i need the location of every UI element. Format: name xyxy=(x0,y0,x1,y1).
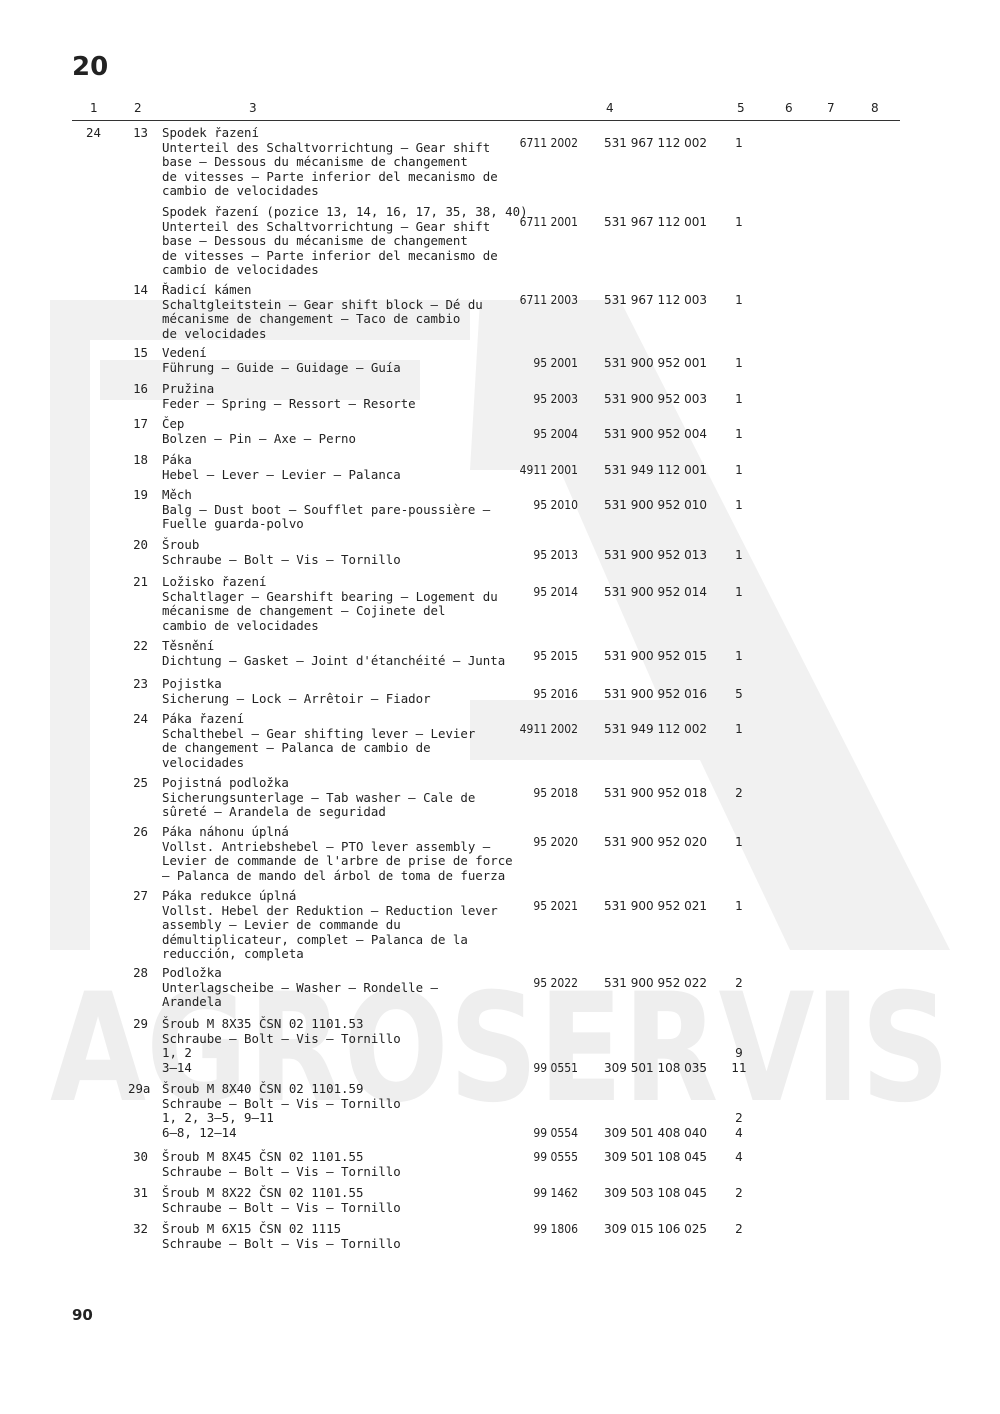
item-position: 29a xyxy=(128,1081,151,1096)
item-name-czech: Měch xyxy=(162,487,192,502)
item-quantity: 4 xyxy=(735,1150,743,1164)
item-description xyxy=(162,575,512,633)
item-part-number: 531 900 952 004 xyxy=(604,427,708,441)
item-code: 99 0554 xyxy=(533,1126,578,1140)
item-code: 95 2004 xyxy=(533,427,578,441)
item-description-line: base — Dessous du mécanisme de changement xyxy=(162,154,468,170)
page-number: 90 xyxy=(72,1306,93,1324)
item-part-number: 531 900 952 018 xyxy=(604,786,708,800)
item-part-number: 531 900 952 020 xyxy=(604,835,708,849)
item-code: 95 2015 xyxy=(533,649,578,663)
item-description xyxy=(162,966,512,1010)
group-number: 24 xyxy=(86,125,101,140)
item-quantity: 1 xyxy=(735,722,743,736)
item-description-line: Schaltgleitstein — Gear shift block — Dé du xyxy=(162,296,483,312)
item-description xyxy=(162,382,512,411)
item-description-line: Hebel — Lever — Levier — Palanca xyxy=(162,466,401,482)
item-description-line: Fuelle guarda-polvo xyxy=(162,516,304,532)
item-description xyxy=(162,889,512,962)
item-description-line: de vitesses — Parte inferior del mecanismo de xyxy=(162,247,498,263)
item-name-czech: Páka řazení xyxy=(162,711,245,726)
item-name-czech: Šroub xyxy=(162,537,200,552)
item-position: 15 xyxy=(133,345,148,360)
item-description-line: 1, 2 xyxy=(162,1045,192,1061)
item-part-number: 309 501 108 045 xyxy=(604,1150,708,1164)
item-position: 18 xyxy=(133,452,148,467)
item-description-line: démultiplicateur, complet — Palanca de la xyxy=(162,931,468,947)
item-name-czech: Šroub M 8X40 ČSN 02 1101.59 xyxy=(162,1081,364,1096)
item-code: 6711 2001 xyxy=(519,215,578,229)
item-description xyxy=(162,204,528,278)
item-code: 99 1806 xyxy=(533,1222,578,1236)
item-code: 95 2013 xyxy=(533,548,578,562)
item-description-line: Unterteil des Schaltvorrichtung — Gear shift xyxy=(162,218,491,234)
item-quantity: 1 xyxy=(735,649,743,663)
item-code: 95 2016 xyxy=(533,687,578,701)
item-description-line: Levier de commande de l'arbre de prise de force xyxy=(162,853,513,869)
item-description xyxy=(162,1222,512,1251)
item-description xyxy=(162,677,512,706)
item-description-line: Schraube — Bolt — Vis — Tornillo xyxy=(162,1095,401,1111)
item-description-line: Dichtung — Gasket — Joint d'étanchéité — Junta xyxy=(162,652,506,668)
header-rule xyxy=(72,120,900,121)
item-position: 21 xyxy=(133,574,148,589)
item-name-czech: Vedení xyxy=(162,345,207,360)
item-part-number: 531 900 952 021 xyxy=(604,899,708,913)
item-part-number: 531 900 952 015 xyxy=(604,649,708,663)
item-description-line: 6—8, 12—14 xyxy=(162,1124,237,1140)
column-header-7: 7 xyxy=(827,101,835,115)
item-name-czech: Pojistka xyxy=(162,676,222,691)
item-quantity: 1 xyxy=(735,899,743,913)
item-description xyxy=(162,417,512,446)
column-header-5: 5 xyxy=(737,101,745,115)
item-name-czech: Čep xyxy=(162,416,185,431)
item-quantity: 2 xyxy=(735,1186,743,1200)
item-position: 28 xyxy=(133,965,148,980)
item-position: 32 xyxy=(133,1221,148,1236)
item-part-number: 531 949 112 002 xyxy=(604,722,708,736)
item-code: 95 2018 xyxy=(533,786,578,800)
item-description-line: assembly — Levier de commande du xyxy=(162,917,401,933)
item-quantity: 1 xyxy=(735,463,743,477)
item-code: 95 2001 xyxy=(533,356,578,370)
item-part-number: 531 967 112 001 xyxy=(604,215,708,229)
item-description-line: Sicherung — Lock — Arrêtoir — Fiador xyxy=(162,690,431,706)
item-quantity: 2 xyxy=(735,786,743,800)
item-description-line: Vollst. Antriebshebel — PTO lever assembly — xyxy=(162,838,491,854)
item-description-line: Unterteil des Schaltvorrichtung — Gear shift xyxy=(162,139,491,155)
item-description-line: Bolzen — Pin — Axe — Perno xyxy=(162,430,356,446)
item-code: 95 2010 xyxy=(533,498,578,512)
item-position: 19 xyxy=(133,487,148,502)
item-code: 99 1462 xyxy=(533,1186,578,1200)
item-code: 4911 2001 xyxy=(519,463,578,477)
item-description-line: 1, 2, 3—5, 9—11 xyxy=(162,1110,274,1126)
item-part-number: 309 501 408 040 xyxy=(604,1126,708,1140)
item-description-line: Führung — Guide — Guidage — Guía xyxy=(162,359,401,375)
item-part-number: 531 900 952 022 xyxy=(604,976,708,990)
item-description-line: Unterlagscheibe — Washer — Rondelle — xyxy=(162,979,439,995)
item-quantity: 1 xyxy=(735,293,743,307)
item-position: 27 xyxy=(133,888,148,903)
item-name-czech: Páka redukce úplná xyxy=(162,888,297,903)
item-description-line: base — Dessous du mécanisme de changement xyxy=(162,233,468,249)
item-part-number: 309 501 108 035 xyxy=(604,1061,708,1075)
item-part-number: 531 900 952 014 xyxy=(604,585,708,599)
item-description xyxy=(162,639,512,668)
item-code: 95 2020 xyxy=(533,835,578,849)
item-description-line: Schaltlager — Gearshift bearing — Logement du xyxy=(162,588,498,604)
item-position: 31 xyxy=(133,1185,148,1200)
column-header-2: 2 xyxy=(134,101,142,115)
item-position: 14 xyxy=(133,282,148,297)
column-header-4: 4 xyxy=(606,101,614,115)
item-part-number: 531 900 952 003 xyxy=(604,392,708,406)
item-name-czech: Šroub M 8X22 ČSN 02 1101.55 xyxy=(162,1185,364,1200)
item-position: 30 xyxy=(133,1149,148,1164)
item-position: 23 xyxy=(133,676,148,691)
item-description xyxy=(162,1186,512,1215)
item-quantity: 2 4 xyxy=(735,1111,743,1140)
item-description xyxy=(162,1082,512,1140)
item-name-czech: Šroub M 8X45 ČSN 02 1101.55 xyxy=(162,1149,364,1164)
item-quantity: 1 xyxy=(735,215,743,229)
item-quantity: 9 11 xyxy=(731,1046,747,1075)
item-position: 17 xyxy=(133,416,148,431)
column-header-6: 6 xyxy=(785,101,793,115)
item-code: 95 2014 xyxy=(533,585,578,599)
item-description-line: de changement — Palanca de cambio de xyxy=(162,740,431,756)
item-description-line: Schalthebel — Gear shifting lever — Levier xyxy=(162,725,476,741)
item-description xyxy=(162,1017,512,1075)
item-name-czech: Těsnění xyxy=(162,638,215,653)
item-part-number: 309 015 106 025 xyxy=(604,1222,708,1236)
item-position: 24 xyxy=(133,711,148,726)
item-quantity: 1 xyxy=(735,392,743,406)
item-description-line: mécanisme de changement — Cojinete del xyxy=(162,603,446,619)
item-description-line: Schraube — Bolt — Vis — Tornillo xyxy=(162,1163,401,1179)
section-number: 20 xyxy=(72,52,109,82)
item-quantity: 2 xyxy=(735,976,743,990)
item-description-line: Schraube — Bolt — Vis — Tornillo xyxy=(162,551,401,567)
item-name-czech: Spodek řazení xyxy=(162,125,259,140)
item-code: 4911 2002 xyxy=(519,722,578,736)
item-part-number: 531 949 112 001 xyxy=(604,463,708,477)
item-description-line: Balg — Dust boot — Soufflet pare-poussière — xyxy=(162,501,491,517)
item-description xyxy=(162,538,512,567)
column-header-1: 1 xyxy=(90,101,98,115)
item-description xyxy=(162,283,512,341)
item-description-line: 3—14 xyxy=(162,1059,192,1075)
item-description-line: de velocidades xyxy=(162,325,267,341)
item-description-line: de vitesses — Parte inferior del mecanismo de xyxy=(162,168,498,184)
item-description xyxy=(162,712,512,770)
item-description-line: Arandela xyxy=(162,994,222,1010)
item-description xyxy=(162,825,512,883)
item-name-czech: Pojistná podložka xyxy=(162,775,289,790)
item-quantity: 5 xyxy=(735,687,743,701)
item-quantity: 1 xyxy=(735,427,743,441)
item-quantity: 1 xyxy=(735,498,743,512)
item-position: 16 xyxy=(133,381,148,396)
item-quantity: 1 xyxy=(735,356,743,370)
item-description-line: Schraube — Bolt — Vis — Tornillo xyxy=(162,1030,401,1046)
item-description-line: velocidades xyxy=(162,754,245,770)
item-description xyxy=(162,488,512,532)
item-name-czech: Podložka xyxy=(162,965,222,980)
watermark-text: AGROSERVIS xyxy=(50,962,950,1136)
item-quantity: 1 xyxy=(735,585,743,599)
item-name-czech: Páka xyxy=(162,452,192,467)
item-description-line: sûreté — Arandela de seguridad xyxy=(162,804,386,820)
item-code: 99 0551 xyxy=(533,1061,578,1075)
item-position: 22 xyxy=(133,638,148,653)
item-position: 25 xyxy=(133,775,148,790)
item-description-line: cambio de velocidades xyxy=(162,183,319,199)
item-description xyxy=(162,776,512,820)
item-name-czech: Ložisko řazení xyxy=(162,574,267,589)
column-header-3: 3 xyxy=(249,101,257,115)
item-description-line: reducción, completa xyxy=(162,946,304,962)
item-name-czech: Řadicí kámen xyxy=(162,282,252,297)
item-quantity: 1 xyxy=(735,835,743,849)
item-code: 95 2021 xyxy=(533,899,578,913)
item-description-line: Feder — Spring — Ressort — Resorte xyxy=(162,395,416,411)
item-description xyxy=(162,1150,512,1179)
item-description-line: Schraube — Bolt — Vis — Tornillo xyxy=(162,1199,401,1215)
item-code: 95 2003 xyxy=(533,392,578,406)
item-code: 99 0555 xyxy=(533,1150,578,1164)
item-description xyxy=(162,453,512,482)
item-part-number: 531 900 952 016 xyxy=(604,687,708,701)
item-part-number: 531 900 952 001 xyxy=(604,356,708,370)
item-code: 6711 2003 xyxy=(519,293,578,307)
item-code: 95 2022 xyxy=(533,976,578,990)
item-name-czech: Šroub M 8X35 ČSN 02 1101.53 xyxy=(162,1016,364,1031)
column-header-8: 8 xyxy=(871,101,879,115)
item-description-line: cambio de velocidades xyxy=(162,262,319,278)
item-description-line: Vollst. Hebel der Reduktion — Reduction lever xyxy=(162,902,498,918)
item-description-line: Schraube — Bolt — Vis — Tornillo xyxy=(162,1235,401,1251)
item-description-line: cambio de velocidades xyxy=(162,617,319,633)
item-part-number: 309 503 108 045 xyxy=(604,1186,708,1200)
item-code: 6711 2002 xyxy=(519,136,578,150)
item-description-line: — Palanca de mando del árbol de toma de fuerza xyxy=(162,867,506,883)
item-position: 29 xyxy=(133,1016,148,1031)
item-quantity: 1 xyxy=(735,136,743,150)
item-name-czech: Šroub M 6X15 ČSN 02 1115 xyxy=(162,1221,342,1236)
item-name-czech: Pružina xyxy=(162,381,215,396)
item-part-number: 531 900 952 010 xyxy=(604,498,708,512)
item-name-czech: Spodek řazení (pozice 13, 14, 16, 17, 35, 38, 40) xyxy=(162,204,528,219)
item-position: 26 xyxy=(133,824,148,839)
item-part-number: 531 967 112 003 xyxy=(604,293,708,307)
item-description xyxy=(162,346,512,375)
item-description-line: mécanisme de changement — Taco de cambio xyxy=(162,311,461,327)
item-position: 13 xyxy=(133,125,148,140)
item-quantity: 2 xyxy=(735,1222,743,1236)
item-position: 20 xyxy=(133,537,148,552)
item-description xyxy=(162,126,512,199)
item-part-number: 531 967 112 002 xyxy=(604,136,708,150)
item-quantity: 1 xyxy=(735,548,743,562)
item-description-line: Sicherungsunterlage — Tab washer — Cale de xyxy=(162,789,476,805)
item-name-czech: Páka náhonu úplná xyxy=(162,824,289,839)
item-part-number: 531 900 952 013 xyxy=(604,548,708,562)
